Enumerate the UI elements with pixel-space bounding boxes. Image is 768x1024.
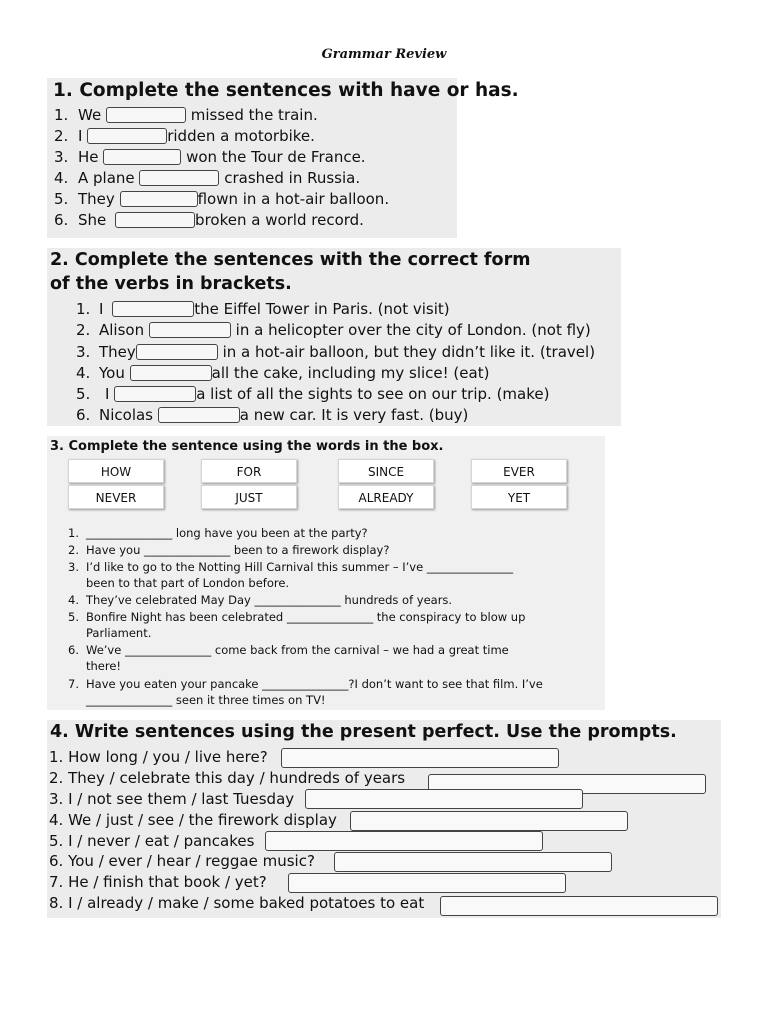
word-box-just: JUST [201,485,297,509]
s4-prompt: 3. I / not see them / last Tuesday [49,790,295,808]
s4-prompt: 1. How long / you / live here? [49,748,268,766]
word-box-never: NEVER [68,485,164,509]
answer-blank[interactable] [114,386,196,402]
s3-line: Parliament. [86,626,152,640]
s3-line: 4. They’ve celebrated May Day _______________ hundreds of years. [68,593,453,607]
answer-blank[interactable] [158,407,240,423]
s1-item: 1. We missed the train. [54,106,318,124]
s2-item: 4. You all the cake, including my slice! (eat) [76,364,490,382]
s4-prompt: 5. I / never / eat / pancakes [49,832,255,850]
answer-blank[interactable] [130,365,212,381]
s2-item: 2. Alison in a helicopter over the city of London. (not fly) [76,321,591,339]
word-box-for: FOR [201,459,297,483]
s4-prompt: 6. You / ever / hear / reggae music? [49,852,315,870]
answer-blank[interactable] [149,322,231,338]
word-box-ever: EVER [471,459,567,483]
s3-line: 5. Bonfire Night has been celebrated _______________ the conspiracy to blow up [68,610,526,624]
answer-blank[interactable] [87,128,167,144]
section-3-heading: 3. Complete the sentence using the words in the box. [50,439,444,454]
section-2-heading-line1: 2. Complete the sentences with the correct form [50,250,531,270]
answer-box[interactable] [288,873,566,893]
s3-line: 1. _______________ long have you been at the party? [68,526,368,540]
answer-blank[interactable] [115,212,195,228]
section-4-heading: 4. Write sentences using the present perfect. Use the prompts. [50,722,677,742]
s3-line: _______________ seen it three times on TV! [86,693,326,707]
answer-blank[interactable] [136,344,218,360]
s2-item: 5. I a list of all the sights to see on our trip. (make) [76,385,550,403]
s3-line: been to that part of London before. [86,576,290,590]
document-title: Grammar Review [321,47,447,62]
answer-box[interactable] [440,896,718,916]
answer-blank[interactable] [120,191,198,207]
word-box-how: HOW [68,459,164,483]
answer-blank[interactable] [112,301,194,317]
answer-box[interactable] [265,831,543,851]
s4-prompt: 2. They / celebrate this day / hundreds of years [49,769,406,787]
section-2-heading-line2: of the verbs in brackets. [50,274,292,294]
s3-line: 2. Have you _______________ been to a firework display? [68,543,390,557]
section-1-heading: 1. Complete the sentences with have or has. [53,80,519,101]
s1-item: 3. He won the Tour de France. [54,148,366,166]
word-box-since: SINCE [338,459,434,483]
s2-item: 1. I the Eiffel Tower in Paris. (not visit) [76,300,450,318]
answer-blank[interactable] [139,170,219,186]
s1-item: 5. They flown in a hot-air balloon. [54,190,390,208]
answer-box[interactable] [281,748,559,768]
s2-item: 6. Nicolas a new car. It is very fast. (buy) [76,406,469,424]
s4-prompt: 7. He / finish that book / yet? [49,873,267,891]
s2-item: 3. They in a hot-air balloon, but they didn’t like it. (travel) [76,343,596,361]
s1-item: 6. She broken a world record. [54,211,364,229]
answer-blank[interactable] [106,107,186,123]
answer-box[interactable] [334,852,612,872]
s3-line: there! [86,659,122,673]
word-box-yet: YET [471,485,567,509]
word-box-already: ALREADY [338,485,434,509]
s1-item: 2. I ridden a motorbike. [54,127,315,145]
s4-prompt: 4. We / just / see / the firework display [49,811,337,829]
s3-line: 7. Have you eaten your pancake _______________?I don’t want to see that film. I’ve [68,677,543,691]
answer-blank[interactable] [103,149,181,165]
answer-box[interactable] [350,811,628,831]
s1-item: 4. A plane crashed in Russia. [54,169,361,187]
answer-box[interactable] [305,789,583,809]
s3-line: 6. We’ve _______________ come back from the carnival – we had a great time [68,643,509,657]
s3-line: 3. I’d like to go to the Notting Hill Carnival this summer – I’ve _______________ [68,560,514,574]
s4-prompt: 8. I / already / make / some baked potatoes to eat [49,894,425,912]
